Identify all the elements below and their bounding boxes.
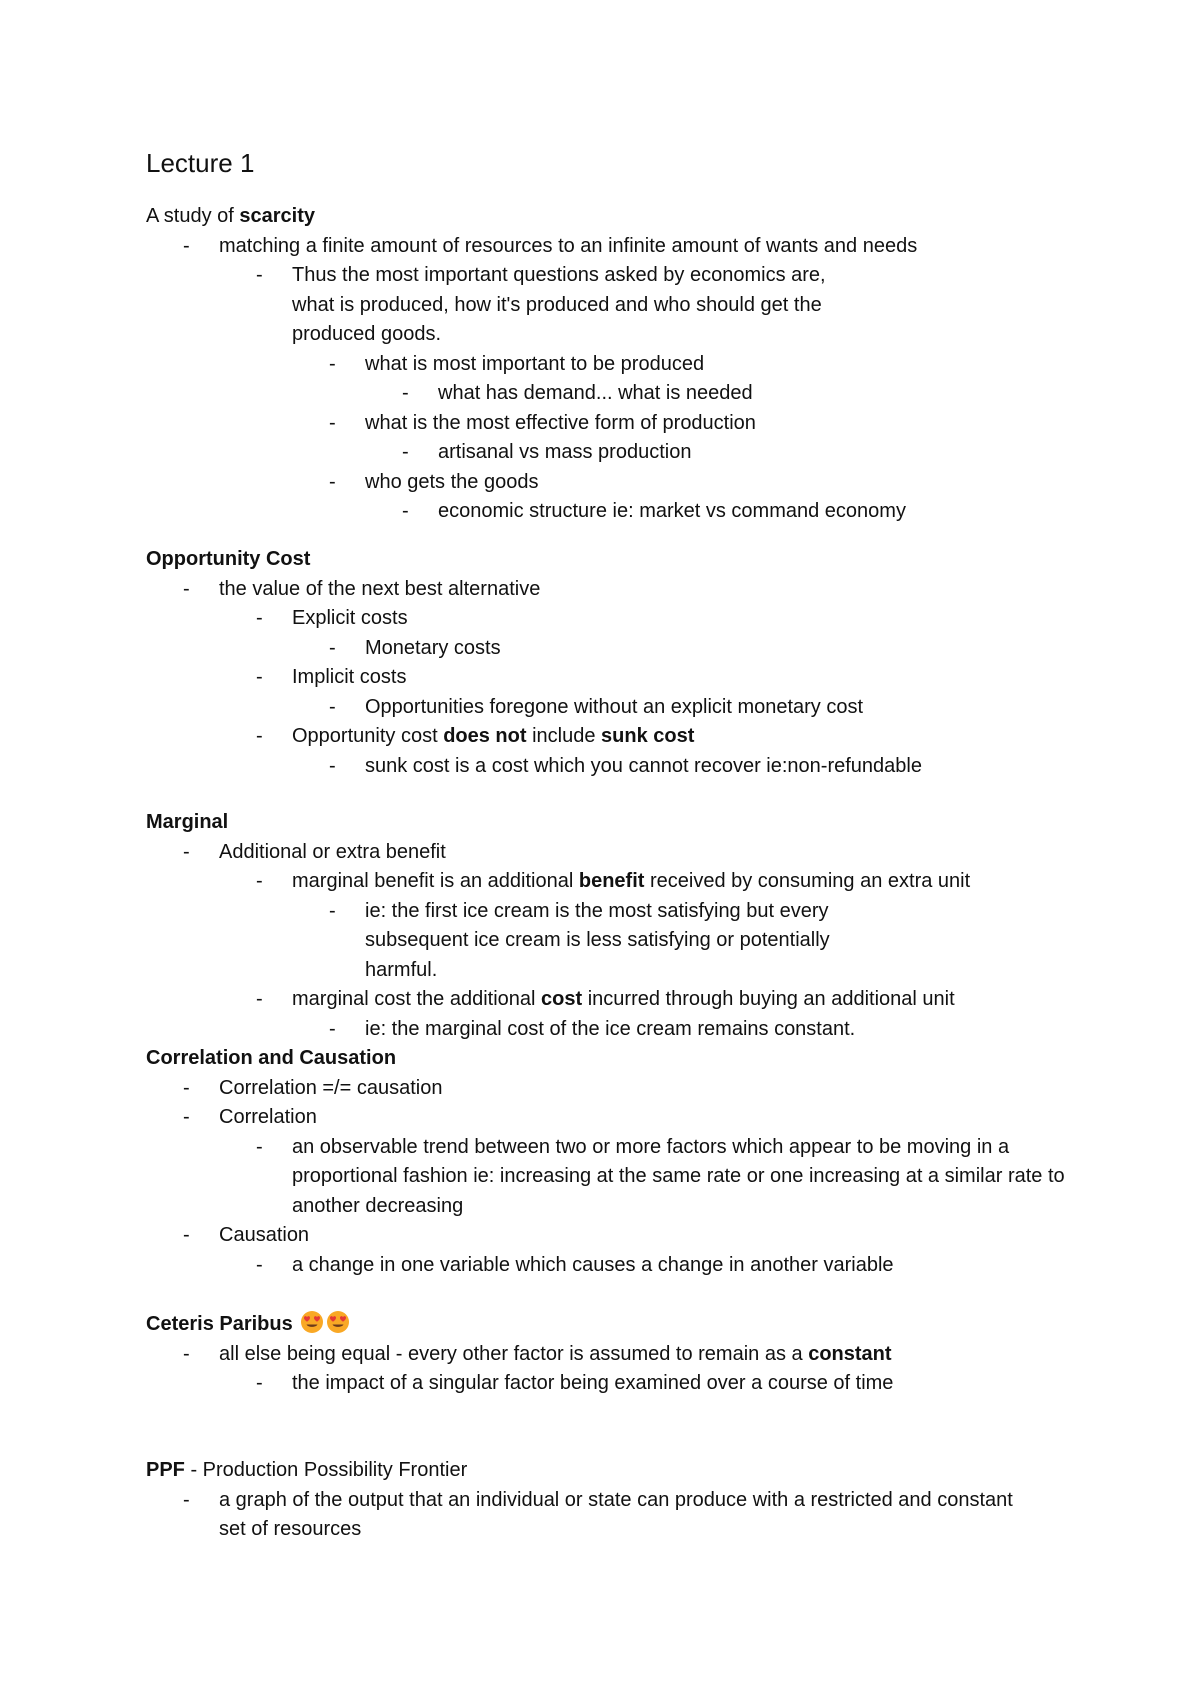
heading-bold: PPF bbox=[146, 1459, 185, 1481]
list-item-text: economic structure ie: market vs command economy bbox=[438, 500, 906, 522]
bullet-dash: - bbox=[329, 411, 336, 434]
list-item bbox=[146, 867, 1086, 897]
list-item bbox=[146, 438, 1086, 468]
heading-prefix: A study of bbox=[146, 205, 240, 227]
section-heading: Correlation and Causation bbox=[146, 1047, 397, 1069]
list-item bbox=[146, 604, 1086, 634]
list-item-text: Causation bbox=[219, 1224, 310, 1246]
list-item bbox=[146, 1133, 1066, 1222]
section-heading bbox=[146, 202, 1086, 232]
list-item-text: who gets the goods bbox=[365, 470, 539, 493]
bullet-dash: - bbox=[256, 725, 263, 747]
bullet-dash: - bbox=[256, 1253, 263, 1276]
section-marginal bbox=[146, 808, 1086, 1044]
list-item-text: what is most important to be produced bbox=[365, 352, 705, 375]
heading-rest: - Production Possibility Frontier bbox=[184, 1459, 468, 1481]
section-heading bbox=[146, 1310, 1086, 1340]
bullet-dash: - bbox=[402, 441, 409, 463]
list-item-text bbox=[292, 722, 1086, 752]
list-item-text: the impact of a singular factor being examined over a course of time bbox=[292, 1372, 894, 1394]
bullet-dash: - bbox=[256, 666, 263, 688]
list-item-text: sunk cost is a cost which you cannot recover ie:non-refundable bbox=[365, 754, 922, 777]
list-item-text: Correlation bbox=[219, 1106, 317, 1128]
bullet-dash: - bbox=[183, 577, 190, 600]
text-run: include bbox=[526, 725, 602, 747]
list-item bbox=[146, 575, 1086, 605]
text-run: marginal cost the additional bbox=[292, 988, 542, 1010]
list-item-text: Additional or extra benefit bbox=[219, 840, 446, 863]
list-item-text: Implicit costs bbox=[292, 666, 407, 688]
list-item bbox=[146, 232, 1086, 262]
list-item bbox=[146, 1015, 1086, 1045]
bullet-dash: - bbox=[329, 470, 336, 493]
list-item-text: what has demand... what is needed bbox=[438, 382, 753, 404]
list-item-text bbox=[292, 985, 1086, 1015]
list-item bbox=[146, 350, 1086, 380]
list-item bbox=[146, 1074, 1086, 1104]
list-item-text bbox=[219, 1340, 1086, 1370]
list-item-text: Monetary costs bbox=[365, 636, 501, 659]
text-run-bold: sunk cost bbox=[601, 725, 695, 747]
list-item-text: an observable trend between two or more factors which appear to be moving in a proportional fashion ie: increasing at the same rate or one increasing at a similar rate to another decreasing bbox=[292, 1135, 1065, 1217]
list-item bbox=[146, 634, 1086, 664]
page-title: Lecture 1 bbox=[146, 148, 255, 178]
bullet-dash: - bbox=[183, 1076, 190, 1099]
list-item-text: Explicit costs bbox=[292, 607, 408, 629]
list-item bbox=[146, 722, 1086, 752]
heading-bold: scarcity bbox=[239, 205, 316, 227]
list-item-text: ie: the marginal cost of the ice cream remains constant. bbox=[365, 1017, 856, 1040]
heading-bold: Ceteris Paribus bbox=[146, 1313, 293, 1335]
list-item bbox=[146, 663, 1086, 693]
text-run: all else being equal - every other factor is assumed to remain as a bbox=[219, 1342, 809, 1365]
section-correlation-causation bbox=[146, 1044, 1086, 1280]
text-run: incurred through buying an additional unit bbox=[582, 988, 955, 1010]
bullet-dash: - bbox=[329, 636, 336, 659]
bullet-dash: - bbox=[402, 382, 409, 404]
list-item bbox=[146, 752, 1086, 782]
section-scarcity bbox=[146, 202, 1086, 527]
text-run-bold: does not bbox=[443, 725, 527, 747]
bullet-dash: - bbox=[256, 870, 263, 892]
section-ppf bbox=[146, 1456, 1086, 1545]
bullet-dash: - bbox=[256, 1372, 263, 1394]
section-heading bbox=[146, 1456, 1086, 1486]
bullet-dash: - bbox=[183, 1224, 190, 1246]
section-ceteris-paribus bbox=[146, 1310, 1086, 1399]
list-item bbox=[146, 497, 1086, 527]
list-item bbox=[146, 985, 1086, 1015]
list-item-text: matching a finite amount of resources to an infinite amount of wants and needs bbox=[219, 234, 918, 257]
list-item-text: artisanal vs mass production bbox=[438, 441, 692, 463]
bullet-dash: - bbox=[329, 754, 336, 777]
bullet-dash: - bbox=[329, 695, 336, 718]
list-item bbox=[146, 1103, 1086, 1133]
bullet-dash: - bbox=[183, 1488, 190, 1511]
section-opportunity-cost bbox=[146, 545, 1086, 781]
section-heading: Marginal bbox=[146, 811, 229, 833]
list-item bbox=[146, 409, 1086, 439]
list-item-text: Opportunities foregone without an explicit monetary cost bbox=[365, 695, 864, 718]
bullet-dash: - bbox=[183, 1342, 190, 1365]
list-item bbox=[146, 1369, 1086, 1399]
heart-eyes-emoji-icon bbox=[300, 1310, 324, 1334]
bullet-dash: - bbox=[329, 1017, 336, 1040]
heart-eyes-emoji-icon bbox=[326, 1310, 350, 1334]
text-run-bold: constant bbox=[808, 1342, 892, 1365]
list-item bbox=[146, 1221, 1086, 1251]
bullet-dash: - bbox=[183, 1106, 190, 1128]
text-run: received by consuming an extra unit bbox=[644, 870, 971, 892]
list-item-text: a graph of the output that an individual or state can produce with a restricted and constant set of resources bbox=[219, 1488, 1013, 1540]
bullet-dash: - bbox=[329, 899, 336, 922]
list-item bbox=[146, 1486, 1026, 1545]
bullet-dash: - bbox=[256, 1135, 263, 1158]
list-item-text bbox=[292, 867, 1086, 897]
list-item-text: the value of the next best alternative bbox=[219, 577, 541, 600]
list-item-text: Correlation =/= causation bbox=[219, 1076, 443, 1099]
list-item-text: ie: the first ice cream is the most satisfying but every subsequent ice cream is less satisfying or potentially harmful. bbox=[365, 899, 830, 981]
bullet-dash: - bbox=[183, 840, 190, 863]
bullet-dash: - bbox=[256, 988, 263, 1010]
list-item-text: Thus the most important questions asked by economics are, what is produced, how it's produced and who should get the produced goods. bbox=[292, 264, 826, 345]
list-item bbox=[146, 468, 1086, 498]
bullet-dash: - bbox=[329, 352, 336, 375]
text-run-bold: benefit bbox=[578, 870, 645, 892]
list-item bbox=[146, 1340, 1086, 1370]
bullet-dash: - bbox=[402, 500, 409, 522]
list-item bbox=[146, 838, 1086, 868]
bullet-dash: - bbox=[183, 234, 190, 257]
bullet-dash: - bbox=[256, 264, 263, 286]
list-item bbox=[146, 1251, 1086, 1281]
list-item bbox=[146, 379, 1086, 409]
list-item-text: what is the most effective form of production bbox=[365, 411, 756, 434]
list-item bbox=[146, 261, 866, 350]
list-item bbox=[146, 693, 1086, 723]
section-heading: Opportunity Cost bbox=[146, 548, 311, 570]
bullet-dash: - bbox=[256, 607, 263, 629]
text-run: marginal benefit is an additional bbox=[292, 870, 579, 892]
list-item bbox=[146, 897, 866, 986]
text-run: Opportunity cost bbox=[292, 725, 444, 747]
list-item-text: a change in one variable which causes a change in another variable bbox=[292, 1253, 894, 1276]
text-run-bold: cost bbox=[541, 988, 583, 1010]
